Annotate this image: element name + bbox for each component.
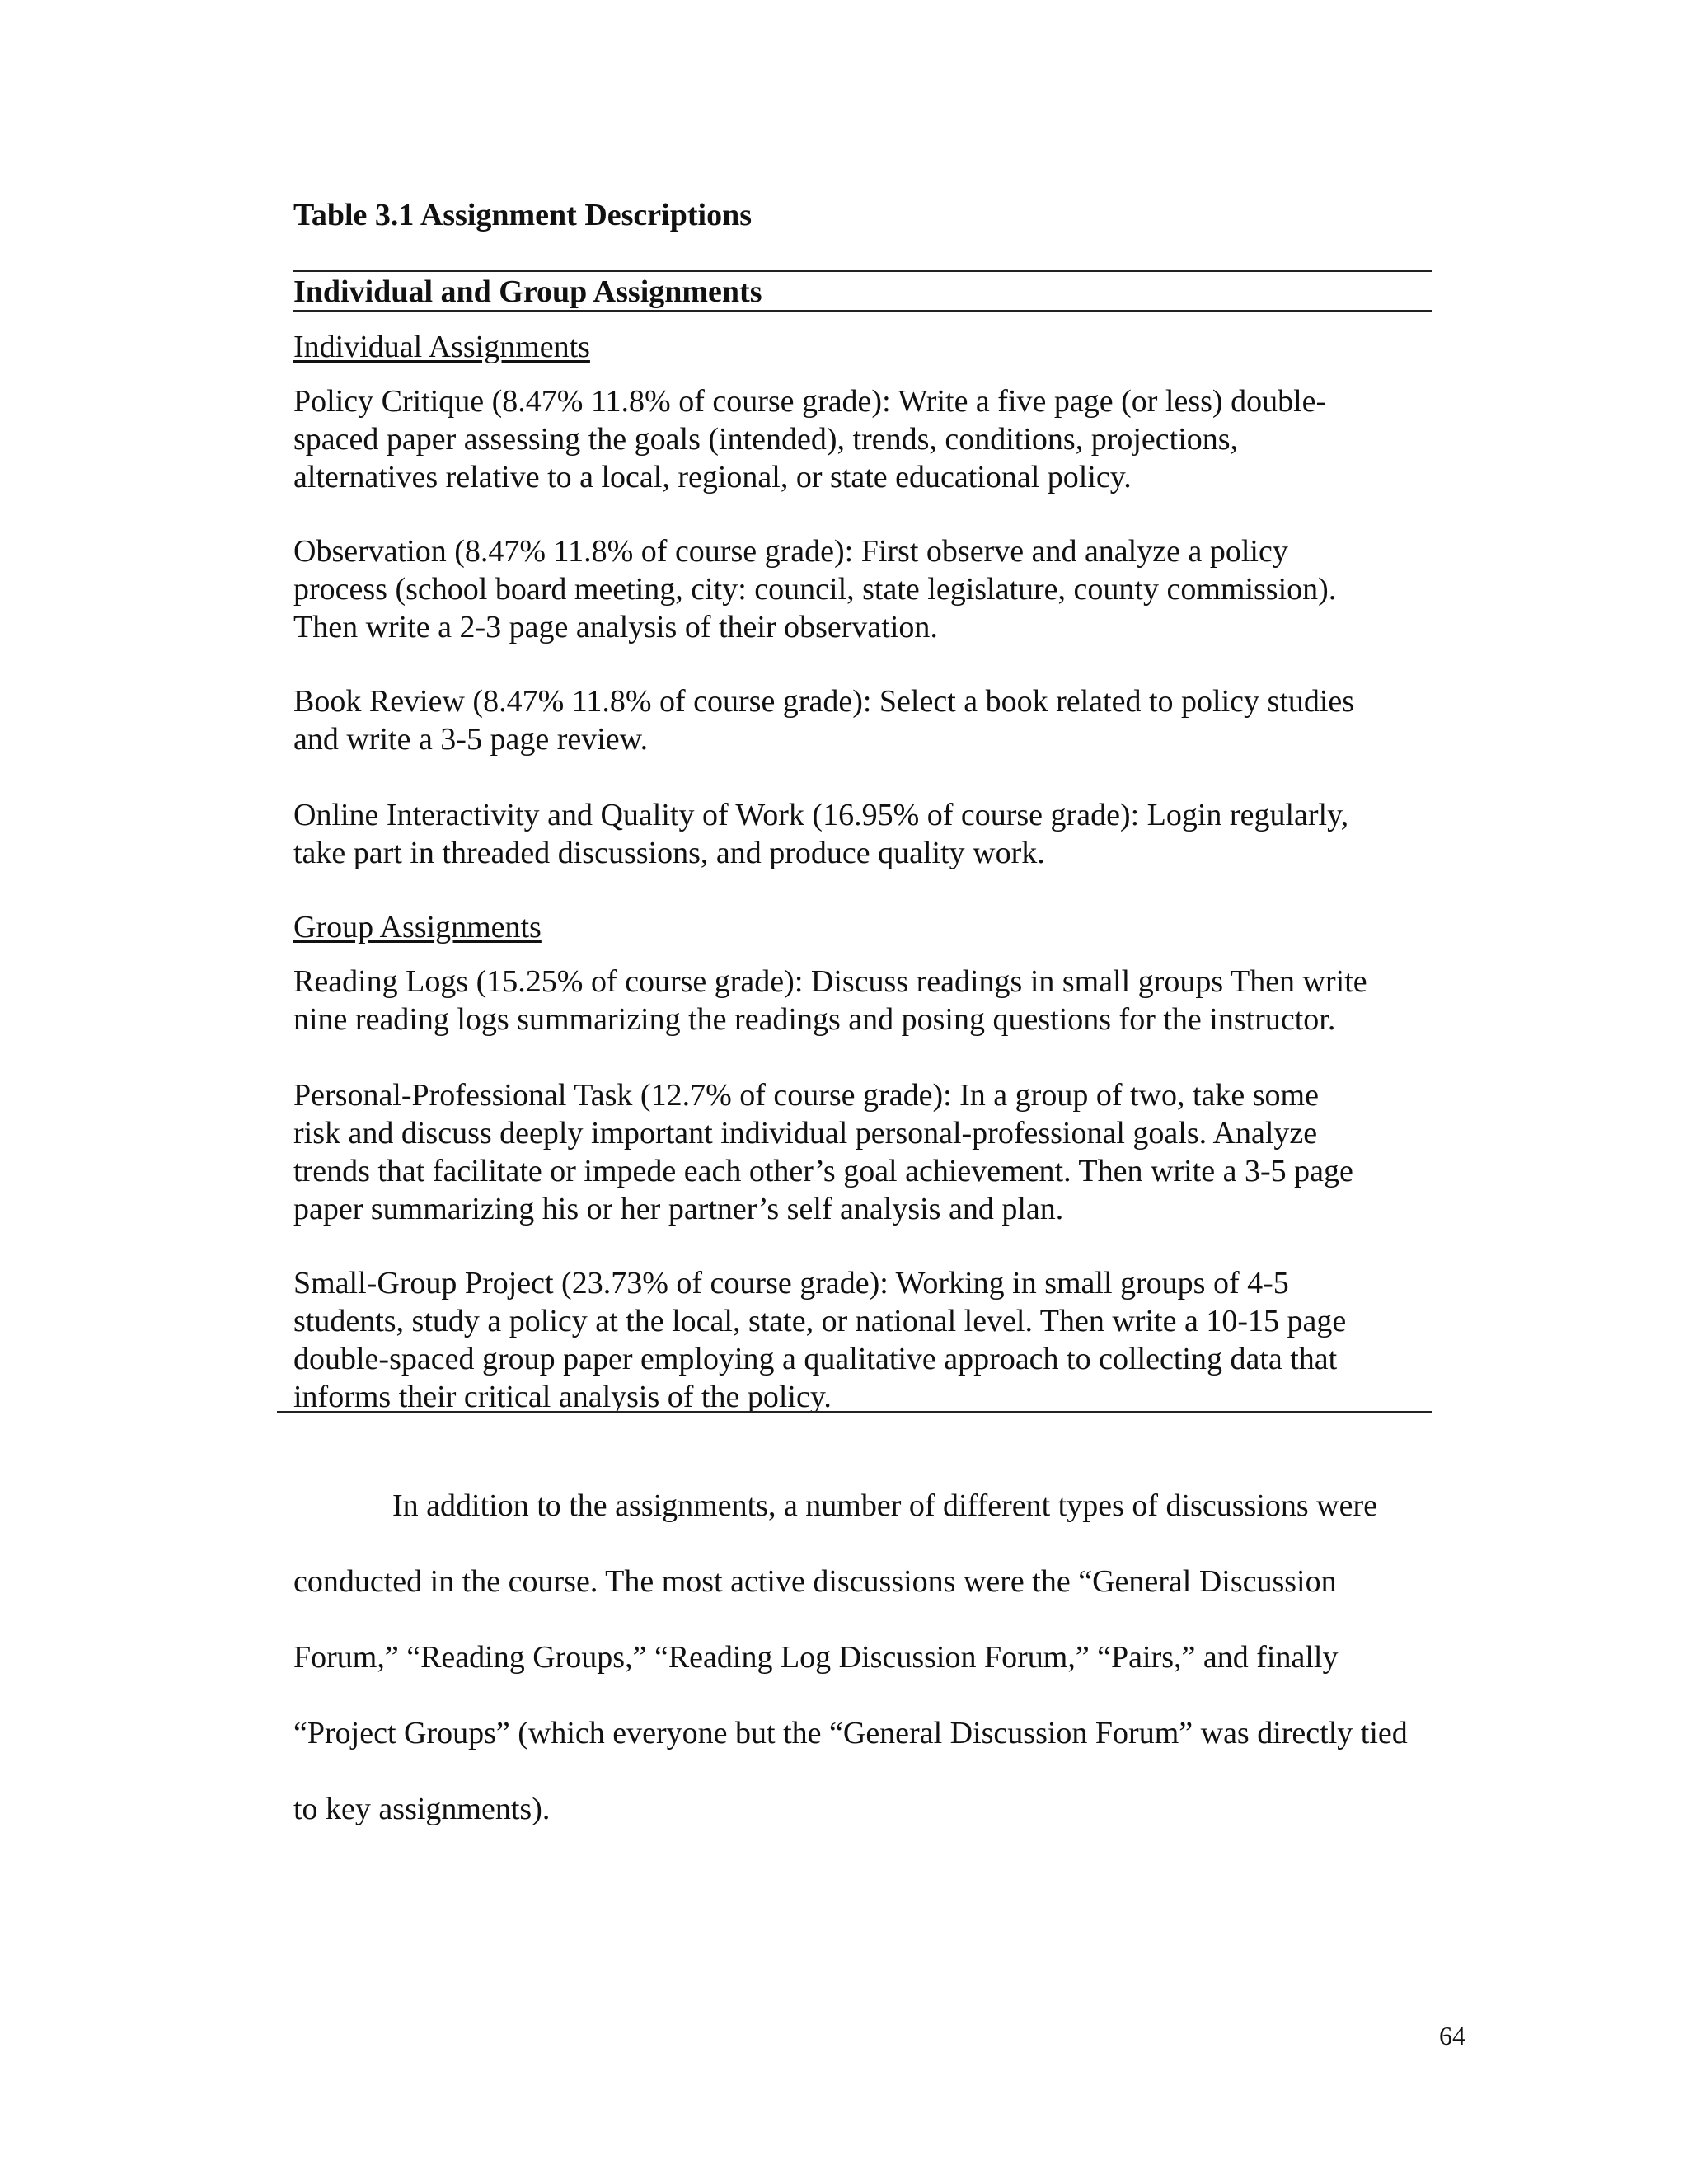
paragraph-line: Forum,” “Reading Groups,” “Reading Log Discussion Forum,” “Pairs,” and finally bbox=[293, 1640, 1339, 1675]
assignment-line: Book Review (8.47% 11.8% of course grade): Select a book related to policy studies bbox=[293, 684, 1355, 719]
assignment-line: and write a 3-5 page review. bbox=[293, 722, 649, 757]
table-header-rule bbox=[293, 310, 1432, 312]
assignment-line: trends that facilitate or impede each other’s goal achievement. Then write a 3-5 page bbox=[293, 1154, 1353, 1188]
individual-assignments-label: Individual Assignments bbox=[293, 330, 590, 364]
paragraph-line: to key assignments). bbox=[293, 1792, 551, 1826]
assignment-personal-professional-task bbox=[293, 1076, 1447, 1228]
assignment-reading-logs bbox=[293, 963, 1447, 1038]
table-bottom-rule bbox=[277, 1411, 1432, 1413]
assignment-line: Small-Group Project (23.73% of course grade): Working in small groups of 4-5 bbox=[293, 1266, 1289, 1301]
assignment-line: Observation (8.47% 11.8% of course grade): First observe and analyze a policy bbox=[293, 534, 1288, 569]
assignment-line: paper summarizing his or her partner’s self analysis and plan. bbox=[293, 1192, 1064, 1226]
table-title: Table 3.1 Assignment Descriptions bbox=[293, 198, 752, 232]
assignment-observation bbox=[293, 532, 1447, 646]
assignment-line: process (school board meeting, city: council, state legislature, county commission). bbox=[293, 572, 1337, 607]
paragraph-line: In addition to the assignments, a number of different types of discussions were bbox=[392, 1488, 1377, 1523]
page-number: 64 bbox=[1439, 2021, 1465, 2050]
assignment-line: informs their critical analysis of the policy. bbox=[293, 1380, 832, 1414]
assignment-line: double-spaced group paper employing a qualitative approach to collecting data that bbox=[293, 1342, 1338, 1376]
assignment-line: Policy Critique (8.47% 11.8% of course grade): Write a five page (or less) double- bbox=[293, 384, 1327, 419]
paragraph-line: conducted in the course. The most active discussions were the “General Discussion bbox=[293, 1564, 1337, 1599]
group-assignments-label: Group Assignments bbox=[293, 910, 542, 944]
assignment-line: Online Interactivity and Quality of Work (16.95% of course grade): Login regularly, bbox=[293, 798, 1349, 832]
assignment-line: take part in threaded discussions, and produce quality work. bbox=[293, 836, 1045, 870]
table-top-rule bbox=[293, 270, 1432, 272]
assignment-line: risk and discuss deeply important individual personal-professional goals. Analyze bbox=[293, 1116, 1318, 1151]
assignment-policy-critique bbox=[293, 382, 1447, 496]
assignment-line: Then write a 2-3 page analysis of their observation. bbox=[293, 610, 938, 644]
assignment-line: nine reading logs summarizing the readings and posing questions for the instructor. bbox=[293, 1002, 1336, 1037]
table-header: Individual and Group Assignments bbox=[293, 274, 762, 309]
assignment-online-interactivity bbox=[293, 796, 1447, 872]
assignment-line: Personal-Professional Task (12.7% of course grade): In a group of two, take some bbox=[293, 1078, 1319, 1113]
assignment-book-review bbox=[293, 682, 1447, 758]
assignment-line: alternatives relative to a local, regional, or state educational policy. bbox=[293, 460, 1132, 494]
paragraph-line: “Project Groups” (which everyone but the “General Discussion Forum” was directly tied bbox=[293, 1716, 1408, 1750]
assignment-small-group-project bbox=[293, 1264, 1447, 1416]
assignment-line: students, study a policy at the local, state, or national level. Then write a 10-15 page bbox=[293, 1304, 1347, 1338]
assignment-line: Reading Logs (15.25% of course grade): Discuss readings in small groups Then write bbox=[293, 964, 1367, 999]
assignment-line: spaced paper assessing the goals (intended), trends, conditions, projections, bbox=[293, 422, 1239, 457]
